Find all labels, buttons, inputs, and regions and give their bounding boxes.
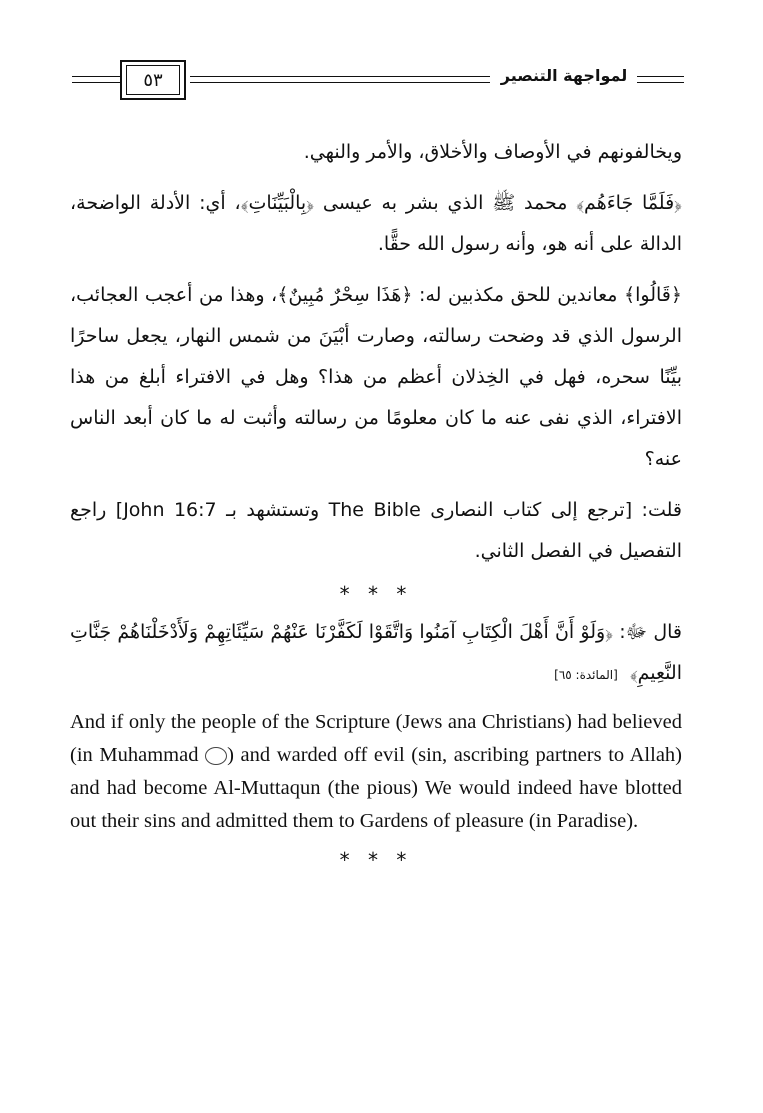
header-rule — [190, 82, 490, 83]
header-rule — [637, 82, 684, 83]
page-number: ٥٣ — [143, 69, 163, 91]
paragraph-4: قلت: [ترجع إلى كتاب النصارى The Bible وتستشهد بـ John 16:7] راجع التفصيل في الفصل الثاني. — [70, 499, 682, 562]
quran-quote — [70, 612, 682, 696]
page-header — [72, 60, 684, 100]
page-body — [70, 132, 682, 878]
header-rule — [72, 82, 120, 83]
verse-reference: [المائدة: ٦٥] — [554, 668, 618, 682]
translation-part-1: And if only the people of the Scripture (Jews ana Christians) had believed (in Muhammad — [70, 711, 682, 766]
salutation-seal-icon — [205, 747, 227, 765]
english-translation — [70, 706, 682, 838]
header-rule — [637, 76, 684, 77]
paragraph-3: ﴿قَالُوا﴾ معاندين للحق مكذبين له: ﴿هَذَا سِحْرٌ مُبِينٌ﴾، وهذا من أعجب العجائب، الرسول الذي قد وضحت رسالته، وصارت أبْيَنَ من شمس النهار، يجعل ساحرًا بيِّنًا سحره، فهل في الخِذلان أعظم من هذا؟ وهل في الافتراء أبلغ من هذا الافتراء، الذي نفى عنه ما كان معلومًا من رسالته وأثبت له ما كان أبعد الناس عنه؟ — [70, 284, 682, 470]
translation-part-2: ) and warded off evil (sin, ascribing partners to Allah) and had become Al-Muttaqun (the pious) We would indeed have blotted out their sins and admitted them to Gardens of pleasure (in Paradise). — [70, 744, 683, 832]
header-rule — [190, 76, 490, 77]
paragraph-2: ﴿فَلَمَّا جَاءَهُم﴾ محمد ﷺ الذي بشر به عيسى ﴿بِالْبَيِّنَاتِ﴾، أي: الأدلة الواضحة، الدالة على أنه هو، وأنه رسول الله حقًّا. — [70, 192, 682, 255]
header-rule — [72, 76, 120, 77]
running-title: لمواجهة التنصير — [500, 66, 628, 85]
section-separator: * * * — [339, 582, 413, 606]
quote-intro: قال ﷻ: — [619, 621, 682, 643]
quote-verse: ﴿وَلَوْ أَنَّ أَهْلَ الْكِتَابِ آمَنُوا وَاتَّقَوْا لَكَفَّرْنَا عَنْهُمْ سَيِّئَاتِهِمْ وَلَأَدْخَلْنَاهُمْ جَنَّاتِ النَّعِيمِ﴾ — [70, 621, 682, 684]
page-number-box — [120, 60, 186, 100]
end-separator: * * * — [339, 848, 413, 872]
paragraph-1: ويخالفونهم في الأوصاف والأخلاق، والأمر والنهي. — [303, 141, 682, 163]
